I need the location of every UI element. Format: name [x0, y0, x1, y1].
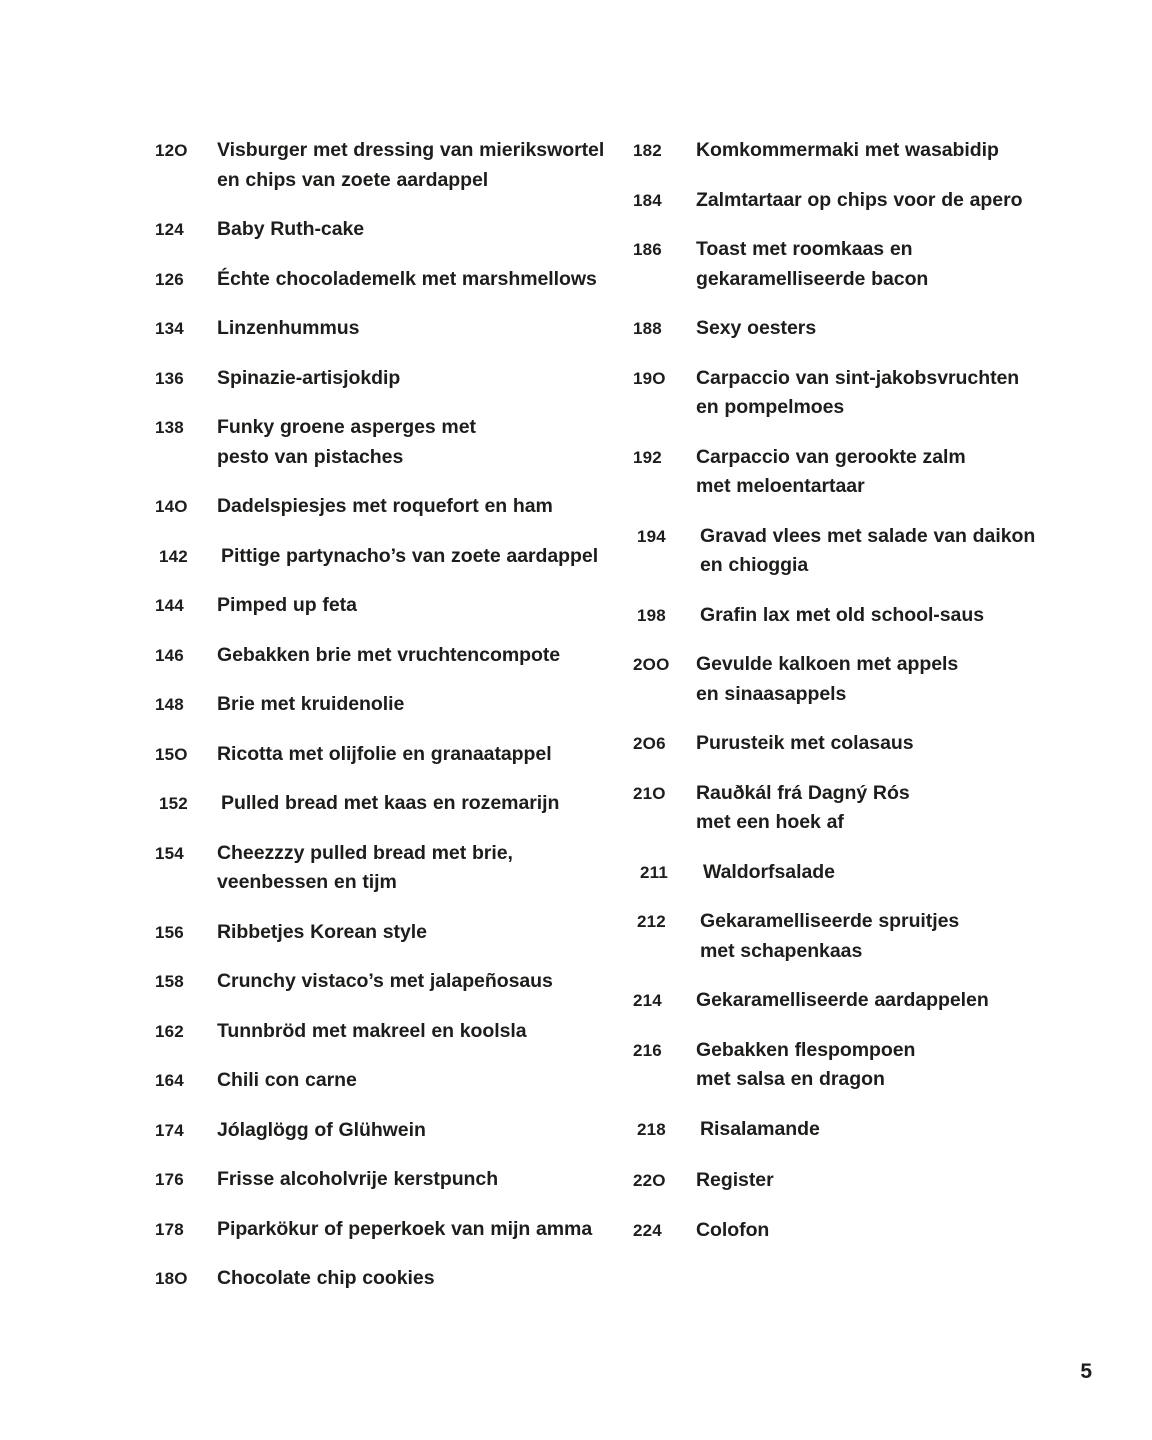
- toc-entry[interactable]: [155, 789, 595, 819]
- toc-column-left: [155, 136, 605, 1314]
- toc-entry-title-line: Crunchy vistaco’s met jalapeñosaus: [217, 970, 553, 992]
- toc-entry-title-line: Register: [696, 1169, 774, 1191]
- toc-entry-page-number: 224: [633, 1220, 662, 1240]
- toc-entry-title-line: Ricotta met olijfolie en granaatappel: [217, 742, 552, 765]
- toc-entry-title: [217, 1066, 595, 1096]
- toc-entry-title: [696, 136, 1063, 166]
- toc-entry-title: [217, 1017, 595, 1047]
- toc-entry-page-number: 192: [633, 447, 662, 467]
- toc-entry[interactable]: [633, 729, 1063, 759]
- toc-entry[interactable]: [155, 1165, 595, 1195]
- toc-entry[interactable]: [633, 186, 1063, 216]
- toc-entry-title: [217, 967, 595, 997]
- toc-entry[interactable]: [633, 1166, 1063, 1196]
- toc-entry-title-line: veenbessen en tijm: [217, 871, 397, 893]
- toc-entry-title: [696, 235, 1063, 294]
- toc-entry-page-number: 12O: [155, 141, 188, 160]
- toc-entry[interactable]: [155, 1215, 595, 1245]
- toc-entry-title-line: en sinaasappels: [696, 682, 847, 705]
- toc-entry-title-line: Dadelspiesjes met roquefort en ham: [217, 495, 553, 517]
- toc-entry-title-line: Linzenhummus: [217, 317, 360, 339]
- toc-entry-title: [217, 918, 595, 948]
- toc-entry[interactable]: [633, 1216, 1063, 1246]
- toc-entry[interactable]: [633, 235, 1063, 294]
- toc-entry[interactable]: [155, 542, 599, 572]
- toc-entry[interactable]: [155, 591, 595, 621]
- toc-entry-page-number: 211: [640, 862, 669, 882]
- toc-entry-page-number: 2OO: [633, 655, 670, 674]
- toc-entry-title-line: Grafin lax met old school-saus: [700, 603, 985, 626]
- toc-entry-title-line: met een hoek af: [696, 811, 844, 833]
- toc-entry[interactable]: [155, 1066, 595, 1096]
- toc-entry[interactable]: [155, 690, 595, 720]
- toc-entry-title-line: en pompelmoes: [696, 396, 845, 418]
- toc-entry-title-line: Tunnbröd met makreel en koolsla: [217, 1019, 527, 1042]
- toc-entry-title: [217, 839, 595, 898]
- toc-entry[interactable]: [633, 907, 1063, 966]
- toc-entry-page-number: 176: [155, 1170, 184, 1189]
- toc-entry-title-line: Komkommermaki met wasabidip: [696, 139, 999, 161]
- toc-entry-title-line: Carpaccio van gerookte zalm: [696, 445, 966, 468]
- toc-entry-title-line: Waldorfsalade: [703, 860, 835, 883]
- toc-entry-page-number: 198: [637, 605, 666, 625]
- toc-entry-title-line: Gevulde kalkoen met appels: [696, 653, 959, 675]
- toc-entry[interactable]: [633, 650, 1063, 709]
- toc-entry-page-number: 186: [633, 240, 662, 259]
- toc-entry-page-number: 21O: [633, 783, 666, 803]
- toc-entry-title-line: Brie met kruidenolie: [217, 693, 405, 715]
- toc-entry-title-line: Cheezzzy pulled bread met brie,: [217, 841, 513, 864]
- toc-entry[interactable]: [633, 364, 1063, 423]
- toc-entry-page-number: 182: [633, 141, 662, 160]
- toc-entry-title: [696, 729, 1063, 759]
- toc-entry-title: [696, 443, 1063, 502]
- toc-entry-title: [696, 1166, 1063, 1196]
- toc-entry-title-line: Chocolate chip cookies: [217, 1267, 435, 1289]
- toc-entry-title: [217, 1264, 595, 1294]
- toc-entry-title: [217, 215, 595, 245]
- toc-entry-title-line: Gebakken brie met vruchtencompote: [217, 643, 561, 666]
- toc-entry-page-number: 138: [155, 418, 184, 437]
- toc-entry-title: [217, 136, 604, 195]
- toc-entry[interactable]: [155, 215, 595, 245]
- toc-entry-title-line: Zalmtartaar op chips voor de apero: [696, 188, 1023, 211]
- toc-entry[interactable]: [155, 413, 595, 472]
- toc-entry-title-line: en chips van zoete aardappel: [217, 168, 489, 191]
- toc-entry-title-line: Pimped up feta: [217, 594, 357, 616]
- toc-entry-page-number: 164: [155, 1071, 184, 1090]
- toc-entry-page-number: 212: [637, 912, 666, 931]
- toc-entry-title-line: Gekaramelliseerde spruitjes: [700, 910, 960, 932]
- toc-entry-page-number: 134: [155, 319, 184, 338]
- toc-entry[interactable]: [155, 136, 605, 195]
- toc-entry-page-number: 188: [633, 319, 662, 338]
- toc-entry-title: [696, 1036, 1063, 1095]
- toc-entry-title: [217, 1165, 595, 1195]
- toc-entry-title: [700, 601, 1063, 631]
- toc-entry[interactable]: [633, 522, 1063, 581]
- toc-entry-title-line: Spinazie-artisjokdip: [217, 366, 401, 389]
- toc-entry-title: [696, 779, 1063, 838]
- toc-entry-title: [696, 314, 1063, 344]
- toc-entry-title-line: Pulled bread met kaas en rozemarijn: [221, 792, 560, 814]
- toc-entry-title: [217, 740, 595, 770]
- toc-entry-title: [217, 314, 595, 344]
- toc-entry-page-number: 216: [633, 1040, 662, 1060]
- toc-entry-title-line: Gebakken flespompoen: [696, 1038, 916, 1061]
- toc-entry[interactable]: [155, 918, 595, 948]
- toc-entry-title: [217, 364, 595, 394]
- toc-entry-title: [221, 789, 595, 819]
- toc-entry[interactable]: [155, 492, 595, 522]
- toc-entry[interactable]: [155, 839, 595, 898]
- toc-entry-title-line: Purusteik met colasaus: [696, 732, 914, 754]
- toc-entry-page-number: 124: [155, 220, 184, 239]
- toc-entry-title-line: Ribbetjes Korean style: [217, 920, 427, 943]
- toc-entry-title: [217, 492, 595, 522]
- toc-entry-page-number: 136: [155, 368, 184, 388]
- page-folio: 5: [1080, 1360, 1092, 1383]
- toc-entry-title: [696, 650, 1063, 709]
- toc-entry[interactable]: [155, 1116, 595, 1146]
- toc-entry-title: [696, 186, 1063, 216]
- toc-entry-page-number: 162: [155, 1021, 184, 1041]
- toc-entry-title-line: Colofon: [696, 1218, 770, 1241]
- toc-entry-title-line: gekaramelliseerde bacon: [696, 267, 929, 290]
- toc-entry-page-number: 148: [155, 695, 184, 714]
- toc-entry-page-number: 178: [155, 1219, 184, 1239]
- toc-entry-title-line: Baby Ruth-cake: [217, 218, 365, 240]
- toc-column-right: [633, 136, 1063, 1265]
- toc-entry-title-line: Échte chocolademelk met marshmellows: [217, 267, 597, 290]
- toc-entry-page-number: 194: [637, 526, 666, 546]
- toc-entry-title: [217, 1215, 595, 1245]
- toc-entry-page-number: 152: [159, 794, 188, 813]
- toc-entry-title-line: pesto van pistaches: [217, 445, 404, 468]
- toc-entry-page-number: 144: [155, 596, 184, 615]
- toc-entry-page-number: 218: [637, 1119, 666, 1139]
- toc-entry-title-line: Gekaramelliseerde aardappelen: [696, 989, 989, 1011]
- toc-entry-page-number: 126: [155, 269, 184, 289]
- toc-entry-title: [221, 542, 598, 572]
- toc-entry-title: [217, 591, 595, 621]
- toc-entry-page-number: 156: [155, 922, 184, 942]
- toc-entry[interactable]: [155, 740, 595, 770]
- toc-entry[interactable]: [155, 641, 595, 671]
- toc-entry[interactable]: [633, 1036, 1063, 1095]
- toc-entry-title-line: met meloentartaar: [696, 475, 865, 497]
- toc-entry-page-number: 15O: [155, 744, 188, 764]
- toc-entry-title: [696, 364, 1063, 423]
- toc-entry-title-line: Piparkökur of peperkoek van mijn amma: [217, 1217, 593, 1240]
- toc-entry-title-line: Visburger met dressing van mierikswortel: [217, 139, 605, 161]
- toc-entry-page-number: 214: [633, 991, 662, 1010]
- toc-entry-title: [217, 641, 595, 671]
- toc-entry[interactable]: [633, 858, 1063, 888]
- toc-entry-page-number: 2O6: [633, 734, 666, 753]
- toc-entry-page-number: 14O: [155, 497, 188, 516]
- toc-entry[interactable]: [633, 443, 1063, 502]
- toc-entry-title: [703, 858, 1063, 888]
- toc-entry-page-number: 22O: [633, 1171, 666, 1190]
- toc-entry[interactable]: [155, 1017, 595, 1047]
- toc-entry-page-number: 19O: [633, 368, 666, 388]
- toc-entry-page-number: 142: [159, 546, 188, 566]
- toc-entry-title-line: Rauðkál frá Dagný Rós: [696, 781, 910, 804]
- toc-entry-title-line: Toast met roomkaas en: [696, 238, 913, 260]
- toc-entry-title-line: Carpaccio van sint-jakobsvruchten: [696, 366, 1020, 389]
- toc-entry-title: [700, 1115, 1063, 1145]
- toc-entry-page-number: 174: [155, 1120, 184, 1140]
- toc-entry-page-number: 146: [155, 645, 184, 665]
- toc-entry[interactable]: [155, 967, 595, 997]
- toc-entry-title: [700, 522, 1063, 581]
- toc-entry-title: [700, 907, 1063, 966]
- toc-entry-page-number: 154: [155, 843, 184, 863]
- toc-entry[interactable]: [633, 1115, 1063, 1145]
- toc-entry[interactable]: [155, 364, 595, 394]
- toc-entry-page-number: 184: [633, 190, 662, 210]
- toc-entry-title-line: Pittige partynacho’s van zoete aardappel: [221, 544, 599, 567]
- toc-entry-title: [217, 1116, 595, 1146]
- toc-entry-title: [217, 413, 595, 472]
- toc-entry[interactable]: [633, 601, 1063, 631]
- toc-entry-title-line: Chili con carne: [217, 1069, 357, 1091]
- toc-entry[interactable]: [633, 779, 1063, 838]
- toc-entry[interactable]: [633, 136, 1063, 166]
- toc-entry[interactable]: [155, 314, 595, 344]
- toc-entry-title-line: met salsa en dragon: [696, 1068, 885, 1090]
- toc-entry-title: [696, 1216, 1063, 1246]
- toc-entry-title: [217, 690, 595, 720]
- toc-entry-title-line: Frisse alcoholvrije kerstpunch: [217, 1168, 499, 1190]
- toc-entry-page-number: 158: [155, 972, 184, 991]
- toc-entry-title-line: met schapenkaas: [700, 939, 863, 962]
- toc-entry-title-line: Risalamande: [700, 1117, 820, 1140]
- toc-entry[interactable]: [155, 265, 595, 295]
- toc-entry-title: [217, 265, 597, 295]
- toc-entry-title: [696, 986, 1063, 1016]
- toc-entry[interactable]: [633, 986, 1063, 1016]
- toc-entry-title-line: Sexy oesters: [696, 317, 817, 339]
- toc-entry-title-line: Jólaglögg of Glühwein: [217, 1118, 426, 1141]
- toc-entry-title-line: en chioggia: [700, 554, 809, 576]
- toc-entry-title-line: Gravad vlees met salade van daikon: [700, 524, 1036, 547]
- toc-entry-title-line: Funky groene asperges met: [217, 416, 476, 438]
- toc-entry-page-number: 18O: [155, 1269, 188, 1288]
- toc-entry[interactable]: [155, 1264, 595, 1294]
- toc-entry[interactable]: [633, 314, 1063, 344]
